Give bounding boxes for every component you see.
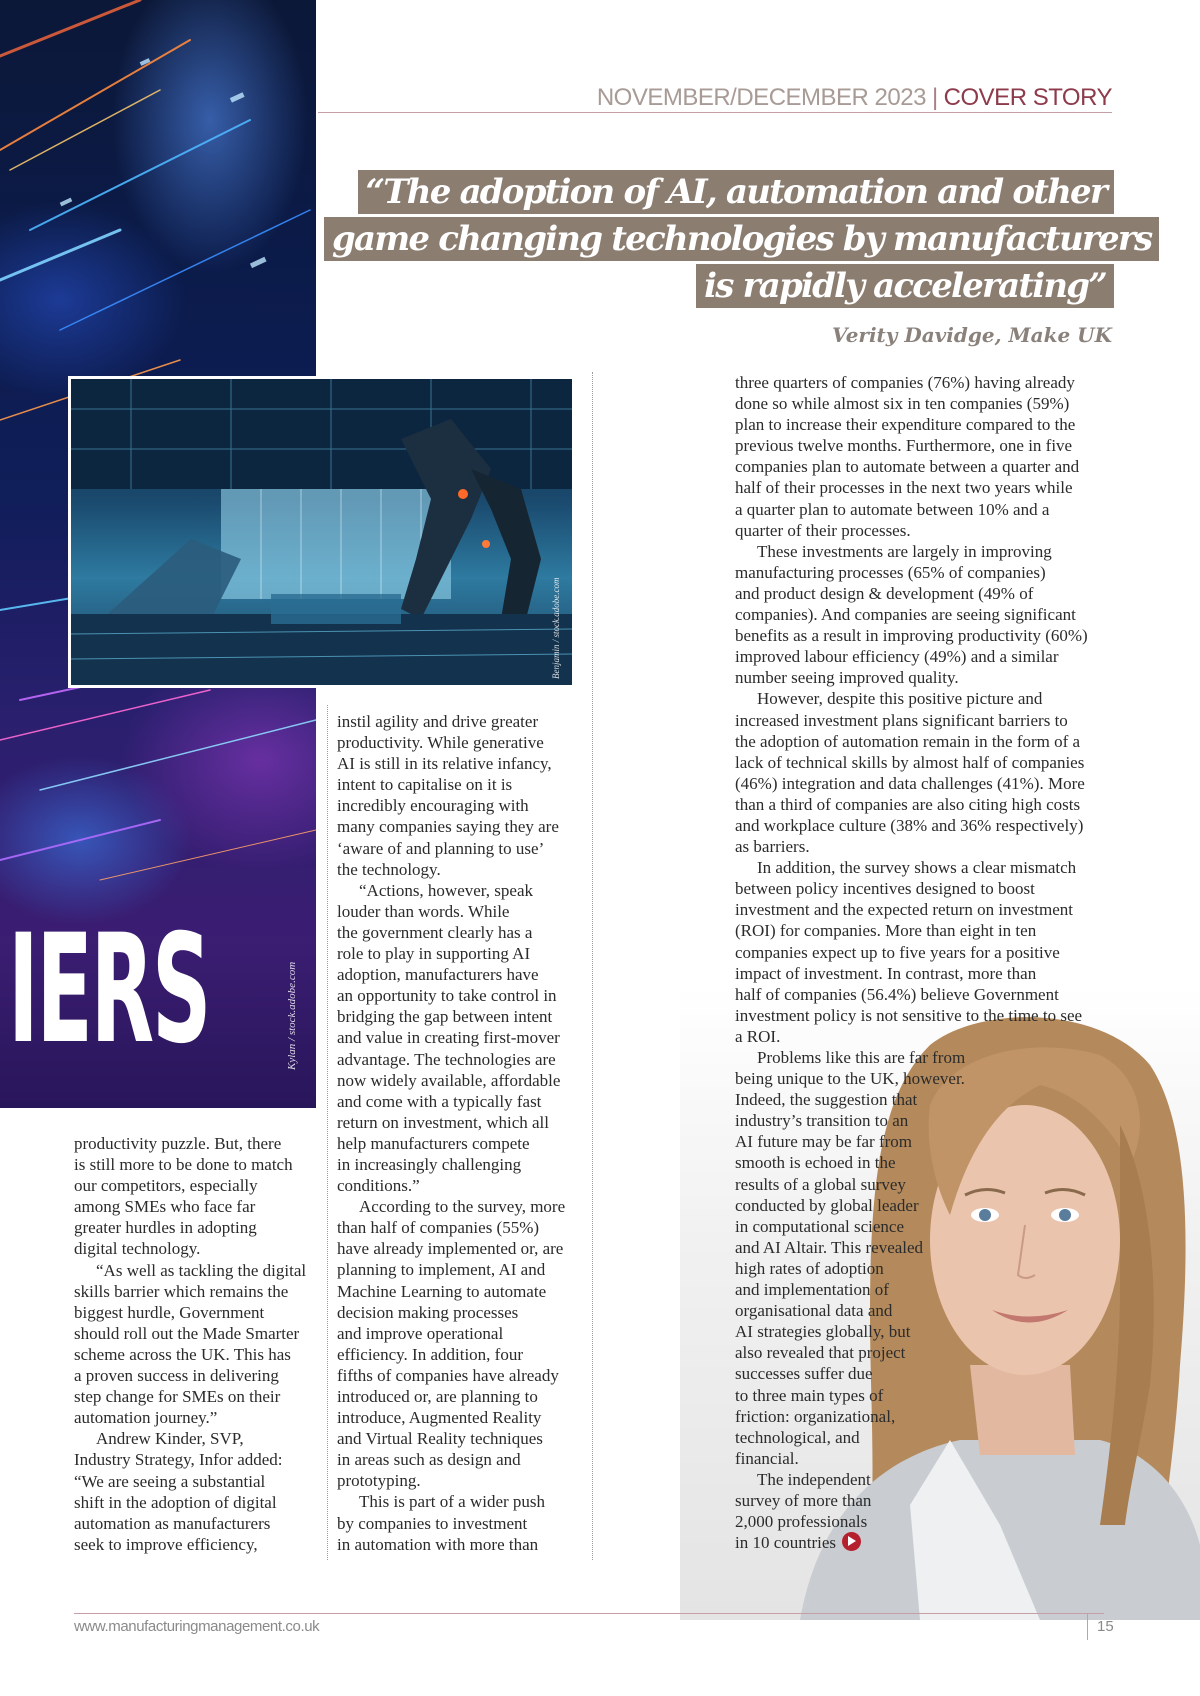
header-separator: |: [931, 84, 938, 111]
headline-fragment: IERS: [8, 903, 210, 1077]
section-name: COVER STORY: [943, 84, 1112, 111]
issue-date: NOVEMBER/DECEMBER 2023: [596, 84, 926, 111]
image-credit: Benjamin / stock.adobe.com: [551, 577, 561, 679]
paragraph: These investments are largely in improving manufacturing processes (65% of companies) and product design & development (49% of companies). And companies are seeing significant benefits as a result in improving productivity (60%) improved labour efficiency (49%) and a similar number seeing improved quality.: [735, 541, 1088, 688]
paragraph: However, despite this positive picture and increased investment plans significant barriers to the adoption of automation remain in the form of a lack of technical skills by almost half of companies (46%) integration and data challenges (41%). More than a third of companies are also citing high costs and workplace culture (38% and 36% respectively) as barriers.: [735, 689, 1085, 857]
paragraph: Andrew Kinder, SVP, Industry Strategy, Infor added: “We are seeing a substantial shift in the adoption of digital automation as manufacturers seek to improve efficiency,: [74, 1429, 283, 1554]
continue-arrow-icon[interactable]: [842, 1532, 861, 1551]
body-column-3: [735, 372, 1115, 1553]
pull-quote-attribution: Verity Davidge, Make UK: [832, 323, 1112, 347]
paragraph-text: The independent survey of more than 2,000 professionals in 10 countries: [735, 1469, 872, 1553]
footer-website-url[interactable]: www.manufacturingmanagement.co.uk: [74, 1618, 320, 1635]
image-credit: Kylan / stock.adobe.com: [286, 961, 298, 1070]
paragraph: In addition, the survey shows a clear mismatch between policy incentives designed to boost investment and the expected return on investment (ROI) for companies. More than eight in ten companies expect up to five years for a positive impact of investment. In contrast, more than half of companies (56.4%) believe Government investment policy is not sensitive to the time to see a ROI.: [735, 858, 1083, 1046]
body-column-2: [337, 711, 587, 1555]
paragraph: This is part of a wider push by companies to investment in automation with more than: [337, 1492, 546, 1554]
paragraph: instil agility and drive greater productivity. While generative AI is still in its relative infancy, intent to capitalise on it is incredibly encouraging with many companies saying they are ‘aware of and planning to use’ the technology.: [337, 712, 559, 879]
body-column-1: [74, 1133, 324, 1555]
footer-rule: [74, 1613, 1104, 1614]
pull-quote-line: game changing technologies by manufacturers: [324, 217, 1159, 261]
paragraph: Problems like this are far from being unique to the UK, however. Indeed, the suggestion that industry’s transition to an AI future may be far from smooth is echoed in the results of a global survey conducted by global leader in computational science and AI Altair. This revealed high rates of adoption and implementation of organisational data and AI strategies globally, but also revealed that project successes suffer due to three main types of friction: organizational, technological, and financial.: [735, 1048, 966, 1468]
pull-quote-line: is rapidly accelerating”: [696, 264, 1114, 308]
pull-quote: [324, 170, 1152, 311]
paragraph: According to the survey, more than half of companies (55%) have already implemented or, are planning to implement, AI and Machine Learning to automate decision making processes and improve operational efficiency. In addition, four fifths of companies have already introduced or, are planning to introduce, Augmented Reality and Virtual Reality techniques in areas such as design and prototyping.: [337, 1197, 566, 1491]
paragraph-last: [735, 1469, 1115, 1553]
footer-divider: [1087, 1614, 1088, 1640]
paragraph: three quarters of companies (76%) having already done so while almost six in ten companies (59%) plan to increase their expenditure compared to the previous twelve months. Furthermore, one in five companies plan to automate between a quarter and half of their processes in the next two years while a quarter plan to automate between 10% and a quarter of their processes.: [735, 373, 1080, 540]
paragraph: productivity puzzle. But, there is still more to be done to match our competitors, especially among SMEs who face far greater hurdles in adopting digital technology.: [74, 1134, 293, 1259]
page-number: 15: [1097, 1618, 1114, 1635]
pull-quote-line: “The adoption of AI, automation and other: [358, 170, 1114, 214]
factory-illustration: [71, 379, 572, 685]
header-rule: [318, 112, 1112, 113]
paragraph: “Actions, however, speak louder than words. While the government clearly has a role to play in supporting AI adoption, manufacturers have an opportunity to take control in bridging the gap between intent and value in creating first-mover advantage. The technologies are now widely available, affordable and come with a typically fast return on investment, which all help manufacturers compete in increasingly challenging conditions.”: [337, 880, 561, 1196]
running-header: [597, 84, 1112, 112]
paragraph: “As well as tackling the digital skills barrier which remains the biggest hurdle, Government should roll out the Made Smarter scheme across the UK. This has a proven success in delivering step change for SMEs on their automation journey.”: [74, 1260, 307, 1428]
column-rule: [592, 372, 593, 1560]
factory-robot-image: [68, 376, 575, 688]
column-rule: [327, 705, 328, 1560]
